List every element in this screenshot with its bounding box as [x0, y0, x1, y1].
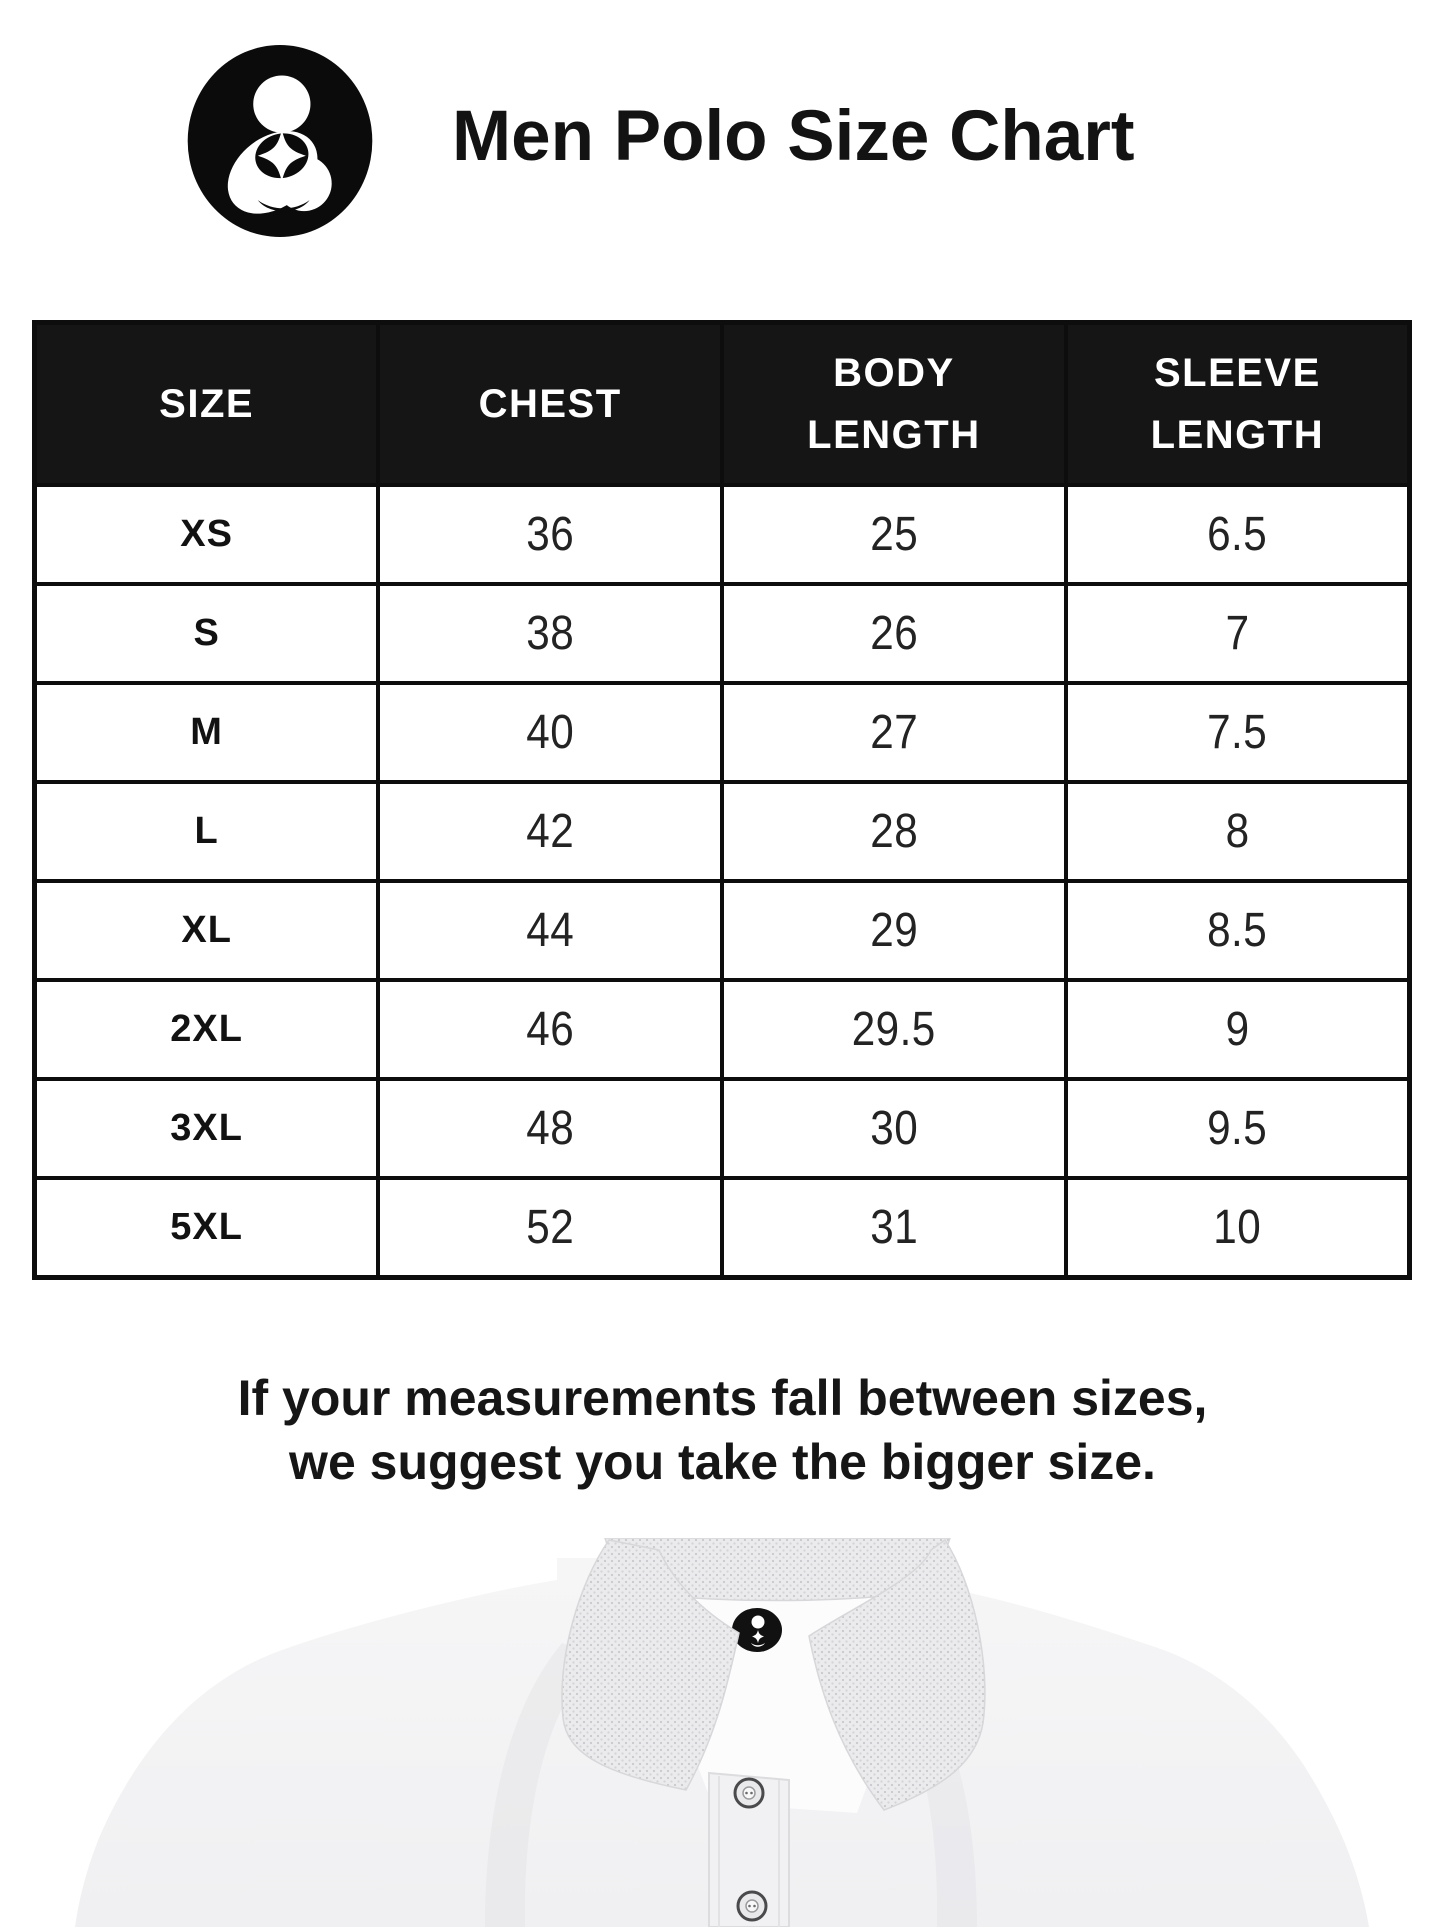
brand-logo-icon	[187, 45, 373, 237]
size-chart-table	[32, 320, 1412, 1280]
fit-note-line-1: If your measurements fall between sizes,	[237, 1370, 1208, 1426]
body-length-value: 25	[722, 485, 1066, 584]
table-row-xl	[35, 881, 1410, 980]
polo-button-top	[735, 1779, 763, 1807]
body-length-value: 31	[722, 1178, 1066, 1278]
size-label: 2XL	[35, 980, 379, 1079]
chest-value: 46	[378, 980, 722, 1079]
sleeve-length-value: 6.5	[1066, 485, 1410, 584]
column-header-sleeve-length: SLEEVE LENGTH	[1066, 323, 1410, 486]
sleeve-length-value: 10	[1066, 1178, 1410, 1278]
chest-value: 36	[378, 485, 722, 584]
column-header-size: SIZE	[35, 323, 379, 486]
table-row-m	[35, 683, 1410, 782]
chest-value: 52	[378, 1178, 722, 1278]
table-row-2xl	[35, 980, 1410, 1079]
table-row-5xl	[35, 1178, 1410, 1278]
body-length-value: 29	[722, 881, 1066, 980]
size-label: XS	[35, 485, 379, 584]
chest-value: 44	[378, 881, 722, 980]
size-label: S	[35, 584, 379, 683]
table-row-l	[35, 782, 1410, 881]
size-label: 3XL	[35, 1079, 379, 1178]
logo-head	[253, 75, 310, 132]
sleeve-length-value: 8	[1066, 782, 1410, 881]
table-body	[35, 485, 1410, 1278]
column-header-chest: CHEST	[378, 323, 722, 486]
header-row	[35, 323, 1410, 486]
table-row-s	[35, 584, 1410, 683]
table-header	[35, 323, 1410, 486]
sleeve-length-value: 7	[1066, 584, 1410, 683]
table-row-xs	[35, 485, 1410, 584]
sleeve-length-value: 9	[1066, 980, 1410, 1079]
fit-note	[0, 1366, 1445, 1494]
size-label: M	[35, 683, 379, 782]
body-length-value: 26	[722, 584, 1066, 683]
chest-value: 38	[378, 584, 722, 683]
sleeve-length-value: 9.5	[1066, 1079, 1410, 1178]
body-length-value: 27	[722, 683, 1066, 782]
polo-button-bottom	[738, 1892, 766, 1920]
chest-value: 48	[378, 1079, 722, 1178]
chest-value: 40	[378, 683, 722, 782]
chest-value: 42	[378, 782, 722, 881]
body-length-value: 30	[722, 1079, 1066, 1178]
body-length-value: 28	[722, 782, 1066, 881]
size-label: 5XL	[35, 1178, 379, 1278]
sleeve-length-value: 7.5	[1066, 683, 1410, 782]
size-label: XL	[35, 881, 379, 980]
column-header-body-length: BODY LENGTH	[722, 323, 1066, 486]
size-label: L	[35, 782, 379, 881]
fit-note-line-2: we suggest you take the bigger size.	[289, 1434, 1156, 1490]
sleeve-length-value: 8.5	[1066, 881, 1410, 980]
polo-shirt-image	[57, 1538, 1387, 1927]
body-length-value: 29.5	[722, 980, 1066, 1079]
table-row-3xl	[35, 1079, 1410, 1178]
neck-label-logo-icon	[732, 1608, 782, 1652]
page-title: Men Polo Size Chart	[452, 97, 1135, 176]
